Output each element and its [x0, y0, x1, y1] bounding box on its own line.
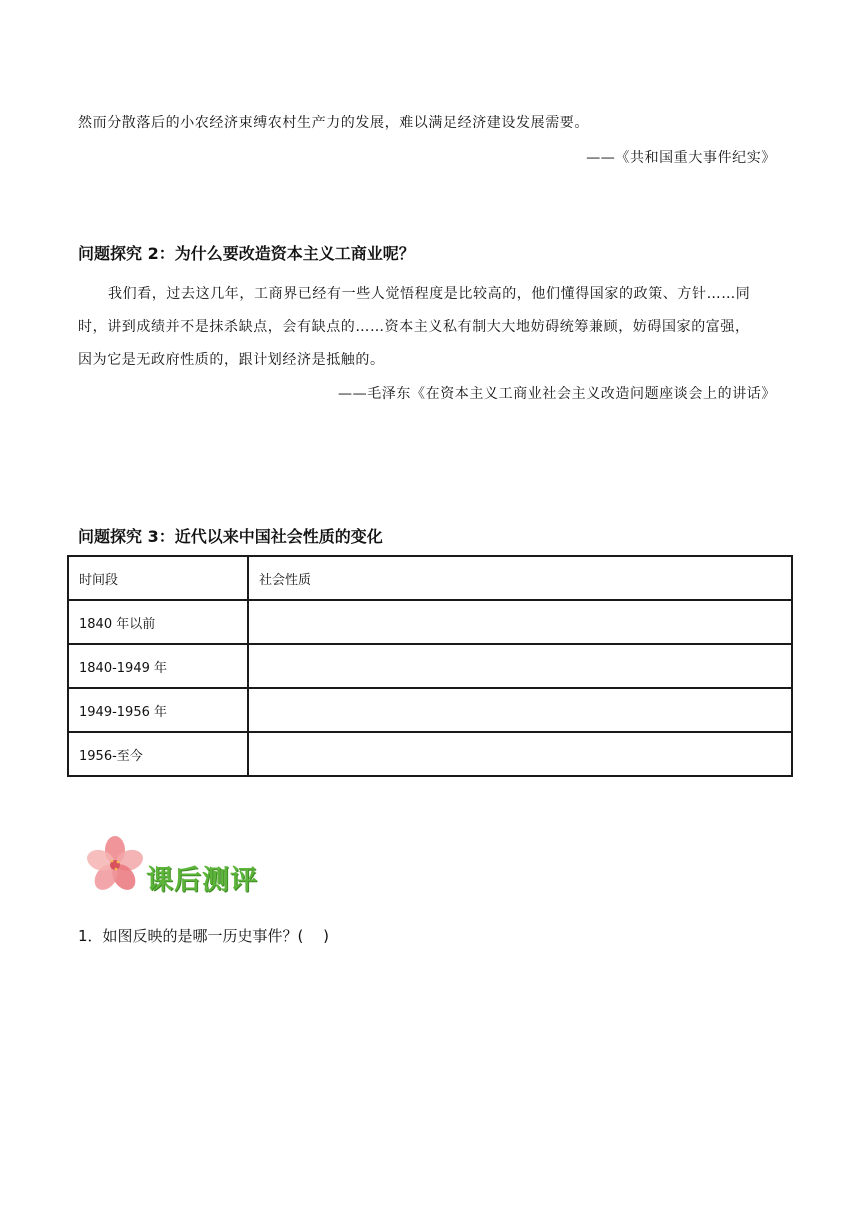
- answer-cell[interactable]: [248, 688, 792, 732]
- society-nature-table: [67, 555, 793, 777]
- question-1: 1．如图反映的是哪一历史事件？( ): [78, 927, 330, 945]
- period-cell: 1949-1956 年: [68, 688, 248, 732]
- passage-line: 时，讲到成绩并不是抹杀缺点，会有缺点的……资本主义私有制大大地妨碍统筹兼顾，妨碍国家的富强，: [78, 319, 750, 335]
- answer-cell[interactable]: [248, 600, 792, 644]
- answer-cell[interactable]: [248, 732, 792, 776]
- column-header: 时间段: [68, 556, 248, 600]
- period-cell: 1956-至今: [68, 732, 248, 776]
- question-heading-3: 问题探究 3：近代以来中国社会性质的变化: [78, 527, 383, 546]
- passage-line: 然而分散落后的小农经济束缚农村生产力的发展，难以满足经济建设发展需要。: [78, 115, 589, 131]
- answer-cell[interactable]: [248, 644, 792, 688]
- column-header: 社会性质: [248, 556, 792, 600]
- table-header-row: [68, 556, 792, 600]
- table-row: [68, 688, 792, 732]
- period-cell: 1840-1949 年: [68, 644, 248, 688]
- table-row: [68, 600, 792, 644]
- period-cell: 1840 年以前: [68, 600, 248, 644]
- passage-source: ——《共和国重大事件纪实》: [586, 150, 776, 166]
- table-row: [68, 644, 792, 688]
- passage-source: ——毛泽东《在资本主义工商业社会主义改造问题座谈会上的讲话》: [338, 386, 776, 402]
- flower-icon: [86, 836, 144, 894]
- question-heading-2: 问题探究 2：为什么要改造资本主义工商业呢？: [78, 244, 415, 263]
- passage-line: 因为它是无政府性质的，跟计划经济是抵触的。: [78, 352, 385, 368]
- table-row: [68, 732, 792, 776]
- section-title: 课后测评: [146, 865, 258, 896]
- passage-line: 我们看，过去这几年，工商界已经有一些人觉悟程度是比较高的，他们懂得国家的政策、方针……同: [108, 286, 751, 302]
